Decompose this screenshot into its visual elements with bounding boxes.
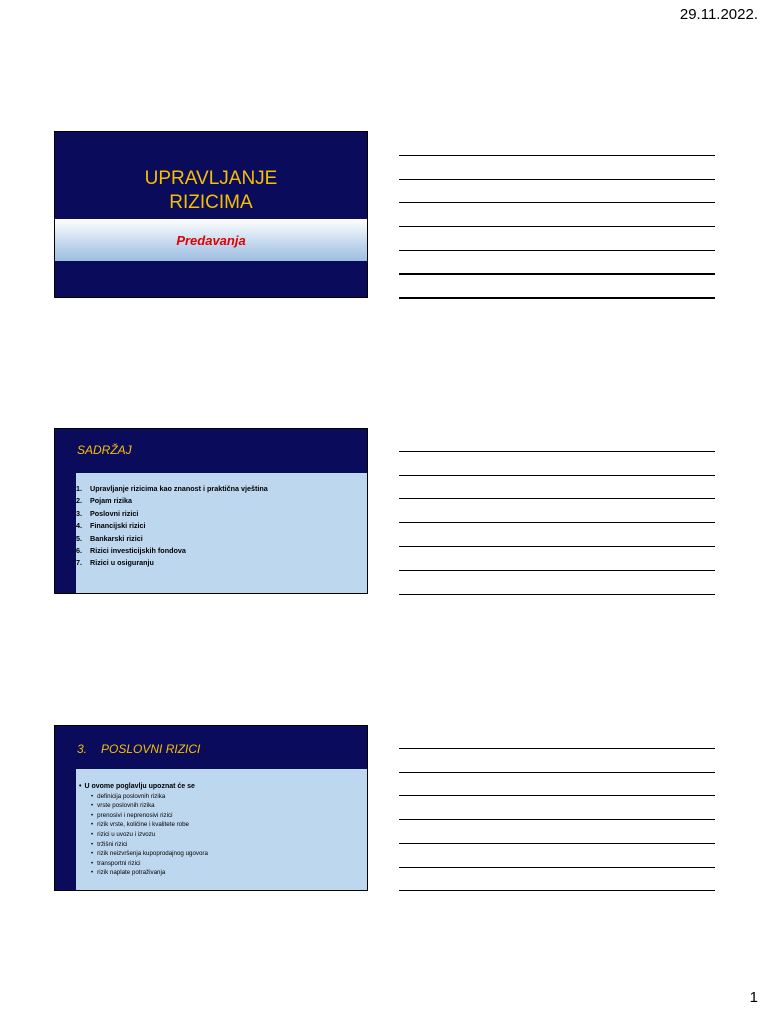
note-line bbox=[399, 498, 715, 499]
contents-item-text: Upravljanje rizicima kao znanost i praktična vještina bbox=[90, 484, 268, 493]
contents-item-text: Financijski rizici bbox=[90, 521, 146, 531]
note-line bbox=[399, 297, 715, 299]
note-line bbox=[399, 179, 715, 180]
slide1-subtitle: Predavanja bbox=[176, 232, 246, 248]
note-line bbox=[399, 522, 715, 523]
contents-item-number: 5. bbox=[76, 533, 82, 543]
slide1-title-line2: RIZICIMA bbox=[169, 192, 253, 213]
topic-item: • rizik naplate potraživanja bbox=[91, 868, 367, 878]
slide1-title-line1: UPRAVLJANJE bbox=[144, 168, 278, 189]
note-line bbox=[399, 570, 715, 571]
contents-item bbox=[76, 557, 367, 569]
slide3-content-box bbox=[76, 769, 367, 890]
topic-item: • rizici u uvozu i izvozu bbox=[91, 830, 367, 840]
note-line bbox=[399, 867, 715, 868]
topic-item: • definicija poslovnih rizika bbox=[91, 792, 367, 802]
slide3-heading-number: 3. bbox=[77, 742, 88, 756]
note-line bbox=[399, 819, 715, 820]
slide3-heading bbox=[77, 742, 200, 756]
topic-item: • prenosivi i neprenosivi rizici bbox=[91, 811, 367, 821]
contents-item-number: 4. bbox=[76, 521, 82, 531]
contents-item bbox=[76, 483, 367, 495]
contents-item-number: 1. bbox=[76, 484, 82, 493]
page-date: 29.11.2022. bbox=[679, 6, 758, 23]
contents-item-number: 2. bbox=[76, 496, 82, 506]
contents-list bbox=[76, 473, 367, 570]
note-line bbox=[399, 890, 715, 891]
contents-item bbox=[76, 520, 367, 532]
slide3-heading-text: POSLOVNI RIZICI bbox=[101, 742, 201, 756]
topic-item: • rizik vrste, količine i kvalitete robe bbox=[91, 820, 367, 830]
topic-item: • transportni rizici bbox=[91, 859, 367, 869]
note-line bbox=[399, 226, 715, 227]
contents-item bbox=[76, 533, 367, 545]
business-risk-topics bbox=[79, 792, 367, 878]
page-number: 1 bbox=[749, 989, 758, 1006]
slide-contents bbox=[54, 428, 368, 594]
topic-item: • tržišni rizici bbox=[91, 840, 367, 850]
note-line bbox=[399, 594, 715, 595]
note-line bbox=[399, 451, 715, 452]
contents-item-text: Poslovni rizici bbox=[90, 508, 139, 518]
contents-item-text: Rizici u osiguranju bbox=[90, 558, 154, 568]
slide2-content-box bbox=[76, 473, 367, 593]
slide1-subtitle-band bbox=[55, 219, 367, 261]
note-line bbox=[399, 202, 715, 203]
topic-item: • vrste poslovnih rizika bbox=[91, 801, 367, 811]
note-line bbox=[399, 273, 715, 275]
note-line bbox=[399, 155, 715, 156]
note-line bbox=[399, 475, 715, 476]
contents-item-number: 6. bbox=[76, 546, 82, 556]
note-line bbox=[399, 772, 715, 773]
slide2-heading: SADRŽAJ bbox=[77, 443, 132, 457]
slide1-title bbox=[55, 167, 367, 215]
contents-item-text: Rizici investicijskih fondova bbox=[90, 546, 186, 556]
note-line bbox=[399, 748, 715, 749]
contents-item-text: Pojam rizika bbox=[90, 496, 132, 506]
contents-item-text: Bankarski rizici bbox=[90, 533, 143, 543]
note-line bbox=[399, 795, 715, 796]
note-line bbox=[399, 250, 715, 251]
slide-title bbox=[54, 131, 368, 298]
contents-item bbox=[76, 495, 367, 507]
contents-item-number: 3. bbox=[76, 508, 82, 518]
contents-item bbox=[76, 508, 367, 520]
contents-item bbox=[76, 545, 367, 557]
note-line bbox=[399, 843, 715, 844]
slide-business-risks bbox=[54, 725, 368, 891]
slide3-intro: • U ovome poglavlju upoznat će se bbox=[79, 782, 367, 792]
topic-item: • rizik neizvršenja kupoprodajnog ugovora bbox=[91, 849, 367, 859]
contents-item-number: 7. bbox=[76, 558, 82, 568]
note-line bbox=[399, 546, 715, 547]
